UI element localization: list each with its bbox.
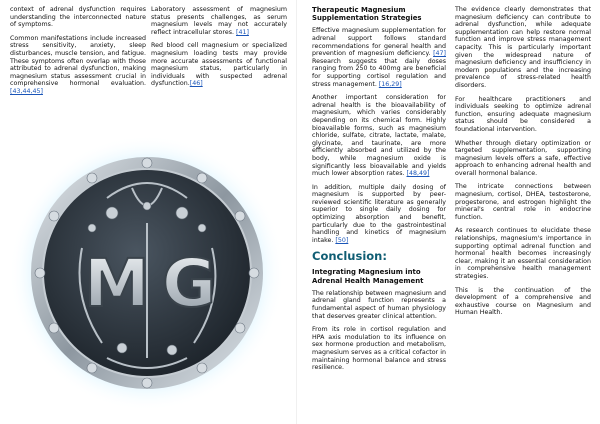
left-column-1 xyxy=(10,6,146,102)
section-heading: Therapeutic Magnesium Supplementation Strategies xyxy=(312,6,422,23)
paragraph: Whether through dietary optimization or targeted supplementation, supporting magnesium levels offers a safe, effective approach to enhancing adrenal health and overall hormonal balance. xyxy=(455,139,591,177)
medal-letter-g: G xyxy=(162,245,217,322)
paragraph-text: Effective magnesium supplementation for adrenal support follows standard recommendations for general health and prevention of magnesium deficiency. xyxy=(312,27,446,58)
page-gutter xyxy=(296,0,297,424)
section-heading: Integrating Magnesium into Adrenal Health Management xyxy=(312,268,424,285)
conclusion-title: Conclusion: xyxy=(312,249,387,264)
paragraph xyxy=(10,35,146,96)
paragraph xyxy=(151,42,287,88)
citation-link[interactable]: [50] xyxy=(335,236,349,244)
left-column-2 xyxy=(151,6,287,94)
paragraph-text: Laboratory assessment of magnesium status presents challenges, as serum magnesium levels may not accurately reflect intracellular stores. xyxy=(151,6,287,36)
paragraph: This is the continuation of the development of a comprehensive and exhaustive course on Magnesium and Human Health. xyxy=(455,286,591,317)
paragraph xyxy=(312,184,446,245)
paragraph-text: context of adrenal dysfunction requires understanding the interconnected nature of symptoms. xyxy=(10,6,146,29)
paragraph: The evidence clearly demonstrates that magnesium deficiency can contribute to adrenal dysfunction, while adequate supplementation can help restore normal function and improve stress management capacity. This is particularly important given the widespread nature of magnesium deficiency and insufficiency in modern populations and the increasing prevalence of stress-related health disorders. xyxy=(455,6,591,89)
paragraph xyxy=(151,6,287,36)
medal-letter-m: M xyxy=(84,245,150,322)
paragraph: For healthcare practitioners and individuals seeking to optimize adrenal function, ensuring adequate magnesium status should be considered a foundational intervention. xyxy=(455,95,591,133)
paragraph xyxy=(312,27,446,88)
paragraph: The relationship between magnesium and adrenal gland function represents a fundamental aspect of human physiology that deserves greater clinical attention. xyxy=(312,289,446,320)
citation-link[interactable]: [41] xyxy=(236,28,249,36)
citation-link[interactable]: [43,44,45] xyxy=(10,87,43,95)
paragraph-text: Another important consideration for adrenal health is the bioavailability of magnesium, which varies considerably depending on its chemical form. Highly bioavailable forms, such as magnesium chloride, sulfate, citrate, lactate, malate, glycinate, and taurinate, are more efficiently absorbed and utilized by the body, while magnesium oxide is significantly less bioavailable and yields much lower absorption rates. xyxy=(312,94,446,178)
citation-link[interactable]: [47] xyxy=(433,50,446,58)
paragraph: From its role in cortisol regulation and HPA axis modulation to its influence on sex hormone production and metabolism, magnesium serves as a critical cofactor in maintaining hormonal balance and stress resilience. xyxy=(312,326,446,372)
paragraph: The intricate connections between magnesium, cortisol, DHEA, testosterone, progesterone, and estrogen highlight the mineral's central role in endocrine function. xyxy=(455,183,591,221)
paragraph: As research continues to elucidate these relationships, magnesium's importance in supporting optimal adrenal function and hormonal health becomes increasingly clear, making it an essential consideration in comprehensive health management strategies. xyxy=(455,227,591,280)
right-column-1 xyxy=(312,6,446,378)
paragraph-text: In addition, multiple daily dosing of magnesium is supported by peer-reviewed scientific literature as generally superior to single daily dosing for optimizing absorption and benefit, particularly due to the gastrointestinal handling and kinetics of magnesium intake. xyxy=(312,183,446,244)
paragraph-text: Research suggests that daily doses ranging from 250 to 400mg are beneficial for supporting cortisol regulation and stress management. xyxy=(312,57,446,88)
citation-link[interactable]: [48,49] xyxy=(406,170,430,178)
right-column-2 xyxy=(455,6,591,323)
paragraph-text: Red blood cell magnesium or specialized magnesium loading tests may provide more accurate assessments of functional magnesium status, particularly in individuals with suspected adrenal dysfunction. xyxy=(151,42,287,88)
citation-link[interactable]: [46] xyxy=(189,80,203,88)
paragraph xyxy=(312,94,446,178)
citation-link[interactable]: [16,29] xyxy=(378,80,402,88)
medal-svg xyxy=(12,128,282,418)
paragraph xyxy=(10,6,146,29)
paragraph-text: Common manifestations include increased stress sensitivity, anxiety, sleep disturbances, muscle tension, and fatigue. These symptoms often overlap with those attributed to adrenal dysfunction, making magnesium status assessment crucial in comprehensive hormonal evaluation. xyxy=(10,34,146,88)
mg-medal-illustration xyxy=(12,128,282,418)
